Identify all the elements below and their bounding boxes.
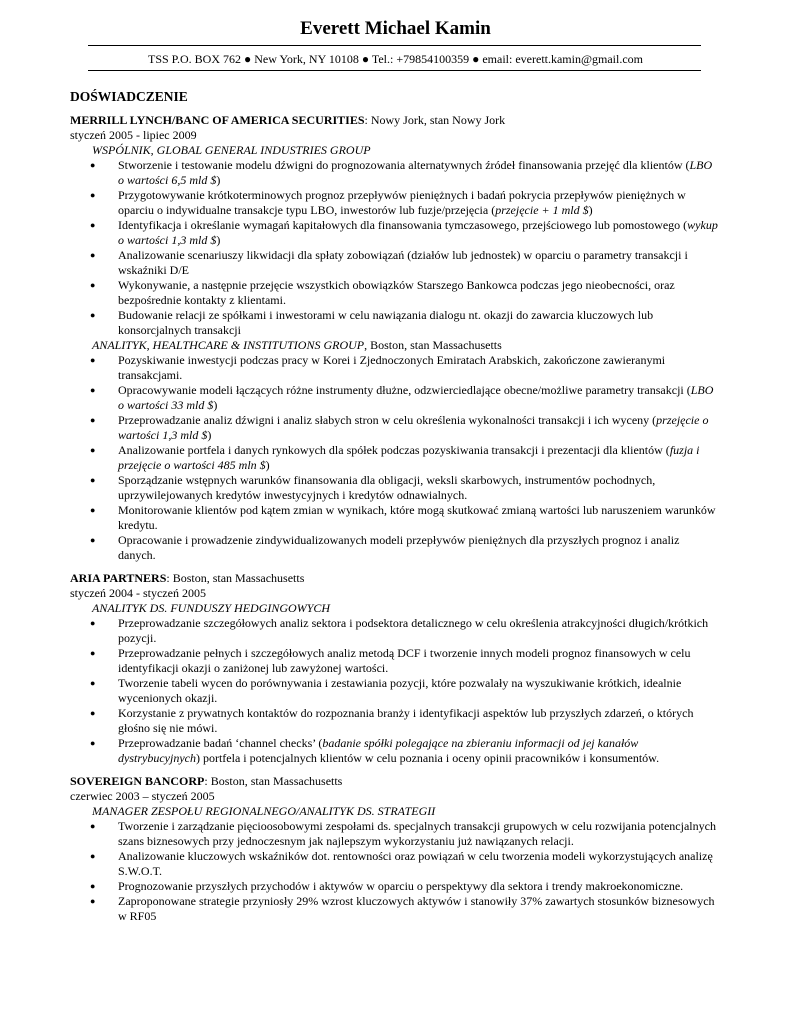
bullet-text — [118, 473, 655, 502]
bullet-text-segment: ) — [216, 173, 221, 187]
bullet-text-segment: Przeprowadzanie badań ‘channel checks’ ( — [118, 736, 323, 750]
role-title: WSPÓLNIK, GLOBAL GENERAL INDUSTRIES GROUP — [92, 143, 371, 157]
bullet-item — [70, 188, 720, 218]
bullet-text-italic: przejęcie o wartości 1,3 mld $ — [118, 413, 709, 442]
bullet-text — [118, 503, 716, 532]
bullet-text — [118, 158, 712, 187]
bullet-item — [70, 533, 720, 563]
bullet-text-italic: wykup o wartości 1,3 mld $ — [118, 218, 718, 247]
role-header — [70, 338, 720, 353]
bullet-text — [118, 383, 713, 412]
bullet-text — [118, 706, 693, 735]
bullet-text-segment: Opracowanie i prowadzenie zindywidualizowanych modeli przepływów pieniężnych dla przyszłych prognoz i analiz danych. — [118, 533, 680, 562]
bullet-text — [118, 278, 675, 307]
job-dates: styczeń 2004 - styczeń 2005 — [70, 586, 206, 600]
bullet-text-segment: Prognozowanie przyszłych przychodów i aktywów w oparciu o perspektywy dla sektora i trendy makroekonomiczne. — [118, 879, 684, 893]
bullet-text — [118, 218, 718, 247]
bullet-text — [118, 188, 686, 217]
bullet-dot-icon: ● — [90, 280, 96, 290]
bullet-item — [70, 646, 720, 676]
bullet-text-segment: Budowanie relacji ze spółkami i inwestorami w celu nawiązania dialogu nt. okazji do zawarcia kluczowych lub konsorcjalnych transakcji — [118, 308, 654, 337]
bullet-item — [70, 819, 720, 849]
bullet-text-segment: Pozyskiwanie inwestycji podczas pracy w Korei i Zjednoczonych Emiratach Arabskich, zakończone zawieranymi transakcjami. — [118, 353, 666, 382]
role-header — [70, 143, 720, 158]
bullet-text — [118, 533, 679, 562]
section-heading-experience: DOŚWIADCZENIE — [70, 89, 188, 104]
bullet-text-segment: Stworzenie i testowanie modelu dźwigni do prognozowania alternatywnych źródeł finansowania przejęć dla klientów ( — [118, 158, 690, 172]
bullet-item — [70, 308, 720, 338]
bullet-text-italic: fuzja i przejęcie o wartości 485 mln $ — [118, 443, 700, 472]
bullet-dot-icon: ● — [90, 881, 96, 891]
bullet-text-segment: Analizowanie kluczowych wskaźników dot. rentowności oraz powiązań w celu tworzenia modeli wykorzystujących analizę S.W.O.T. — [118, 849, 713, 878]
bullet-text-segment: ) — [265, 458, 270, 472]
bullet-dot-icon: ● — [90, 738, 96, 748]
bullet-dot-icon: ● — [90, 220, 96, 230]
bullet-dot-icon: ● — [90, 851, 96, 861]
bullet-text-segment: Zaproponowane strategie przyniosły 29% wzrost kluczowych aktywów i stanowiły 37% zawartych stosunków biznesowych w RF05 — [118, 894, 715, 923]
bullet-text-segment: Opracowywanie modeli łączących różne instrumenty dłużne, odzwierciedlające obecne/możliwe parametry transakcji ( — [118, 383, 691, 397]
bullet-item — [70, 443, 720, 473]
bullet-item — [70, 473, 720, 503]
bullet-item — [70, 218, 720, 248]
bullet-text — [118, 413, 708, 442]
bullet-item — [70, 706, 720, 736]
bullet-list — [70, 616, 720, 766]
bullet-item — [70, 894, 720, 924]
bullet-dot-icon: ● — [90, 535, 96, 545]
job-entry — [70, 113, 720, 563]
bullet-item — [70, 503, 720, 533]
bullet-item — [70, 383, 720, 413]
role-header — [70, 601, 720, 616]
bullet-text — [118, 849, 713, 878]
bullet-text-segment: ) — [213, 398, 218, 412]
bullet-dot-icon: ● — [90, 648, 96, 658]
candidate-name: Everett Michael Kamin — [300, 18, 491, 39]
bullet-dot-icon: ● — [90, 310, 96, 320]
company-location: : Nowy Jork, stan Nowy Jork — [364, 113, 506, 127]
bullet-item — [70, 248, 720, 278]
company-location: : Boston, stan Massachusetts — [166, 571, 305, 585]
role-title: ANALITYK DS. FUNDUSZY HEDGINGOWYCH — [92, 601, 331, 615]
company-name: ARIA PARTNERS — [70, 571, 167, 585]
bullet-item — [70, 353, 720, 383]
bullet-list — [70, 819, 720, 924]
bullet-text — [118, 646, 690, 675]
bullet-text-segment: Sporządzanie wstępnych warunków finansowania dla obligacji, weksli skarbowych, instrumentów pochodnych, uprzywilejowanych kredytów inwestycyjnych i kredytów odnawialnych. — [118, 473, 656, 502]
experience-list — [70, 113, 720, 932]
bullet-text-segment: Analizowanie portfela i danych rynkowych dla spółek podczas pozyskiwania transakcji i prezentacji dla klientów ( — [118, 443, 670, 457]
bullet-text — [118, 676, 681, 705]
bullet-dot-icon: ● — [90, 896, 96, 906]
bullet-dot-icon: ● — [90, 708, 96, 718]
bullet-item — [70, 849, 720, 879]
bullet-text — [118, 894, 715, 923]
bullet-text-segment: Wykonywanie, a następnie przejęcie wszystkich obowiązków Starszego Bankowca podczas jego nieobecności, oraz bezpośrednie kontakty z klientami. — [118, 278, 675, 307]
bullet-dot-icon: ● — [90, 385, 96, 395]
bullet-dot-icon: ● — [90, 250, 96, 260]
job-header — [70, 774, 720, 789]
bullet-text-italic: LBO o wartości 6,5 mld $ — [118, 158, 713, 187]
bullet-dot-icon: ● — [90, 415, 96, 425]
bullet-dot-icon: ● — [90, 678, 96, 688]
bullet-dot-icon: ● — [90, 821, 96, 831]
bullet-text-segment: Analizowanie scenariuszy likwidacji dla spłaty zobowiązań (działów lub jednostek) w oparciu o parametry transakcji i wskaźniki D/E — [118, 248, 688, 277]
bullet-dot-icon: ● — [90, 355, 96, 365]
job-dates: czerwiec 2003 – styczeń 2005 — [70, 789, 215, 803]
header-divider-top — [88, 45, 701, 46]
bullet-text-segment: Korzystanie z prywatnych kontaktów do rozpoznania branży i identyfikacji aspektów lub przyszłych zdarzeń, o których głośno się nie mówi. — [118, 706, 694, 735]
company-name: SOVEREIGN BANCORP — [70, 774, 205, 788]
job-dates: styczeń 2005 - lipiec 2009 — [70, 128, 197, 142]
bullet-text-segment: Tworzenie tabeli wycen do porównywania i zestawiania pozycji, które pozwalały na wyszukiwanie krótkich, idealnie wycenionych okazji. — [118, 676, 682, 705]
bullet-text-segment: Przeprowadzanie analiz dźwigni i analiz słabych stron w celu określenia wykonalności transakcji i ich wyceny ( — [118, 413, 657, 427]
bullet-text — [118, 819, 716, 848]
job-entry — [70, 571, 720, 766]
bullet-text-segment: Przeprowadzanie pełnych i szczegółowych analiz metodą DCF i tworzenie innych modeli prognoz finansowych w celu identyfikacji okazji o zaniżonej lub zawyżonej wartości. — [118, 646, 691, 675]
bullet-text — [118, 879, 683, 893]
bullet-text — [118, 308, 653, 337]
bullet-dot-icon: ● — [90, 160, 96, 170]
role-header — [70, 804, 720, 819]
bullet-list — [70, 158, 720, 338]
bullet-text-italic: LBO o wartości 33 mld $ — [118, 383, 714, 412]
bullet-text — [118, 736, 659, 765]
job-entry — [70, 774, 720, 924]
bullet-item — [70, 736, 720, 766]
bullet-text — [118, 443, 699, 472]
bullet-text-segment: Tworzenie i zarządzanie pięcioosobowymi zespołami ds. specjalnych transakcji grupowych w celu rozwijania potencjalnych szans biznesowych przy jednoczesnym jak najlepszym wykorzystaniu już nawiązanych relacji. — [118, 819, 716, 848]
bullet-item — [70, 676, 720, 706]
job-header — [70, 571, 720, 586]
bullet-text — [118, 353, 665, 382]
role-title: ANALITYK, HEALTHCARE & INSTITUTIONS GROUP — [92, 338, 365, 352]
bullet-item — [70, 616, 720, 646]
bullet-item — [70, 278, 720, 308]
bullet-text-segment: Identyfikacja i określanie wymagań kapitałowych dla finansowania tymczasowego, przejściowego lub pomostowego ( — [118, 218, 688, 232]
bullet-text-segment: ) — [207, 428, 212, 442]
bullet-text-segment: Monitorowanie klientów pod kątem zmian w wynikach, które mogą skutkować zmianą wartości lub naruszeniem warunków kredytu. — [118, 503, 716, 532]
bullet-list — [70, 353, 720, 563]
bullet-dot-icon: ● — [90, 618, 96, 628]
bullet-text-segment: ) — [588, 203, 593, 217]
bullet-text-segment: ) portfela i potencjalnych klientów w celu poznania i oceny opinii pracowników i konsumentów. — [195, 751, 660, 765]
contact-line: TSS P.O. BOX 762 ● New York, NY 10108 ● Tel.: +79854100359 ● email: everett.kamin@gmail.com — [147, 52, 644, 66]
bullet-dot-icon: ● — [90, 475, 96, 485]
bullet-dot-icon: ● — [90, 505, 96, 515]
bullet-dot-icon: ● — [90, 190, 96, 200]
bullet-text — [118, 616, 708, 645]
company-name: MERRILL LYNCH/BANC OF AMERICA SECURITIES — [70, 113, 365, 127]
header-divider-bottom — [88, 70, 701, 71]
bullet-item — [70, 879, 720, 894]
company-location: : Boston, stan Massachusetts — [204, 774, 343, 788]
bullet-item — [70, 413, 720, 443]
bullet-text — [118, 248, 688, 277]
bullet-text-segment: Przeprowadzanie szczegółowych analiz sektora i podsektora detalicznego w celu określenia atrakcyjności długich/krótkich pozycji. — [118, 616, 709, 645]
bullet-text-italic: przejęcie + 1 mld $ — [495, 203, 589, 217]
bullet-text-italic: badanie spółki polegające na zbieraniu informacji od jej kanałów dystrybucyjnych — [118, 736, 639, 765]
bullet-text-segment: ) — [216, 233, 221, 247]
job-header — [70, 113, 720, 128]
bullet-text-segment: Przygotowywanie krótkoterminowych prognoz przepływów pieniężnych i badań pokrycia przepływów pieniężnych w oparciu o indywidualne transakcje typu LBO, inwestorów lub fuzje/przejęcia ( — [118, 188, 686, 217]
role-title: MANAGER ZESPOŁU REGIONALNEGO/ANALITYK DS. STRATEGII — [92, 804, 436, 818]
bullet-item — [70, 158, 720, 188]
role-location: , Boston, stan Massachusetts — [364, 338, 502, 352]
bullet-dot-icon: ● — [90, 445, 96, 455]
